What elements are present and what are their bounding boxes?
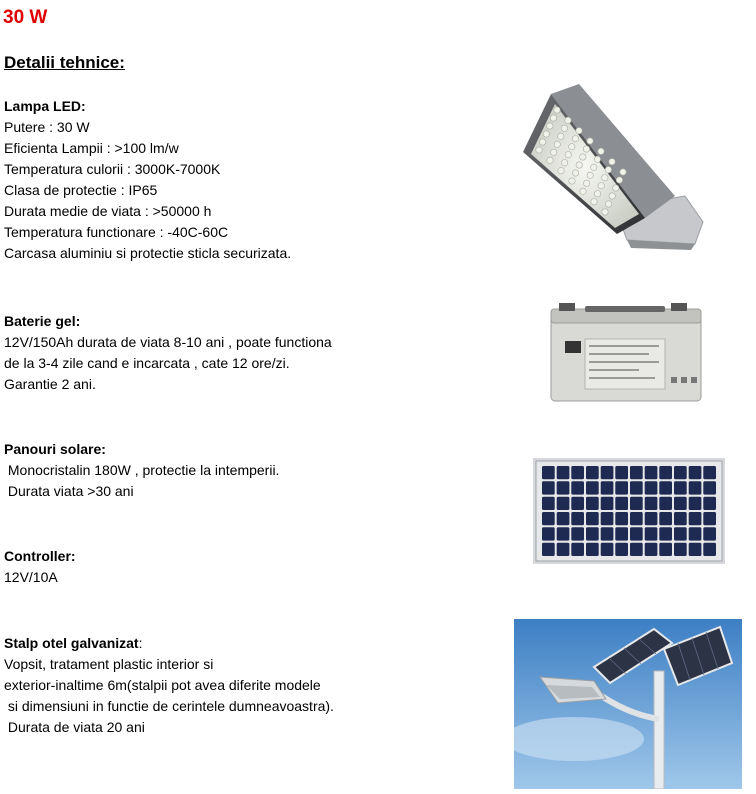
section-solar-panels	[4, 439, 279, 502]
solar-street-light-photo	[514, 619, 742, 789]
spec-line: 12V/150Ah durata de viata 8-10 ani , poate functiona	[4, 334, 332, 350]
spec-line: de la 3-4 zile cand e incarcata , cate 12 ore/zi.	[4, 355, 290, 371]
section-title-suffix: :	[138, 635, 143, 651]
spec-line: 12V/10A	[4, 569, 58, 585]
spec-line: Durata de viata 20 ani	[4, 719, 145, 735]
spec-line: si dimensiuni in functie de cerintele dumneavoastra).	[4, 698, 334, 714]
spec-line: Vopsit, tratament plastic interior si	[4, 656, 214, 672]
spec-line: Clasa de protectie : IP65	[4, 182, 158, 198]
section-gel-battery	[4, 311, 332, 395]
section-controller	[4, 546, 76, 588]
section-title: Lampa LED:	[4, 98, 86, 114]
section-led-lamp	[4, 96, 291, 264]
section-title-wrap	[4, 633, 334, 654]
page-title: 30 W	[3, 7, 48, 28]
section-title: Baterie gel:	[4, 313, 81, 329]
section-galvanized-pole	[4, 633, 334, 738]
spec-line: Eficienta Lampii : >100 lm/w	[4, 140, 179, 156]
solar-panel-image	[533, 458, 725, 564]
section-title: Panouri solare:	[4, 441, 106, 457]
section-title: Controller:	[4, 548, 76, 564]
spec-line: Temperatura culorii : 3000K-7000K	[4, 161, 221, 177]
spec-line: Durata viata >30 ani	[4, 483, 134, 499]
spec-line: Garantie 2 ani.	[4, 376, 96, 392]
spec-line: exterior-inaltime 6m(stalpii pot avea diferite modele	[4, 677, 321, 693]
gel-battery-image	[545, 303, 705, 403]
spec-line: Temperatura functionare : -40C-60C	[4, 224, 229, 240]
section-heading: Detalii tehnice:	[4, 53, 125, 72]
spec-line: Carcasa aluminiu si protectie sticla securizata.	[4, 245, 292, 261]
spec-line: Monocristalin 180W , protectie la intemperii.	[4, 462, 280, 478]
spec-line: Durata medie de viata : >50000 h	[4, 203, 212, 219]
section-title: Stalp otel galvanizat	[4, 635, 139, 651]
spec-line: Putere : 30 W	[4, 119, 90, 135]
led-street-lamp-image	[515, 84, 715, 250]
